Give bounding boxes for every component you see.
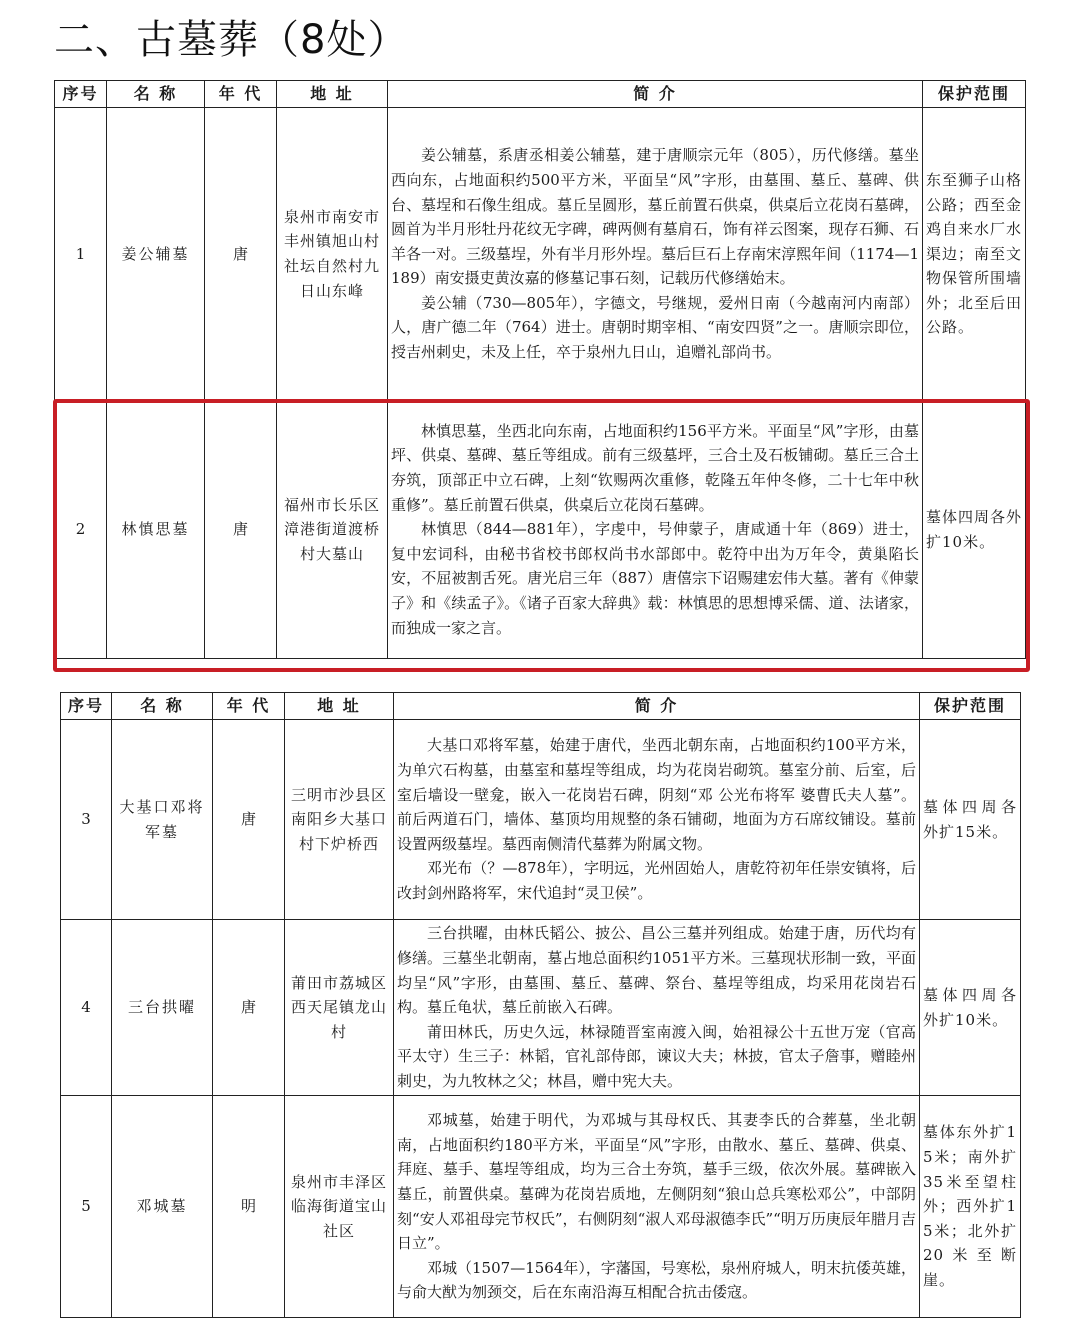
row-description xyxy=(388,401,923,659)
description-paragraph: 邓城墓，始建于明代，为邓城与其母权氏、其妻李氏的合葬墓，坐北朝南，占地面积约180平方米，平面呈“风”字形，由散水、墓丘、墓碑、供桌、拜庭、墓手、墓埕等组成，均为三合土夯筑，墓手三级，依次外展。墓碑嵌入墓丘，前置供桌。墓碑为花岗岩质地，左侧阴刻“狼山总兵寒松邓公”，中部阴刻“安人邓祖母完节权氏”，右侧阴刻“淑人邓母淑德李氏”“明万历庚辰年腊月吉日立”。 xyxy=(397,1111,916,1253)
description-paragraph: 莆田林氏，历史久远，林禄随晋室南渡入闽，始祖禄公十五世万宠（官高平太守）生三子：林韬，官礼部侍郎，谏议大夫；林披，官太子詹事，赠睦州刺史，为九牧林之父；林昌，赠中宪大夫。 xyxy=(397,1022,916,1090)
row-name: 三台拱曜 xyxy=(112,920,213,1096)
header-description: 简 介 xyxy=(388,81,923,108)
header-address: 地 址 xyxy=(277,81,388,108)
row-num: 2 xyxy=(55,401,107,659)
table-row xyxy=(55,401,1026,659)
header-description: 简 介 xyxy=(394,693,920,720)
table-row xyxy=(61,720,1021,920)
table-row xyxy=(55,108,1026,401)
row-address: 泉州市丰泽区临海街道宝山社区 xyxy=(285,1096,394,1318)
description-paragraph: 姜公辅墓，系唐丞相姜公辅墓，建于唐顺宗元年（805），历代修缮。墓坐西向东，占地面积约500平方米，平面呈“风”字形，由墓围、墓丘、墓碑、供台、墓埕和石像生组成。墓丘呈圆形，墓丘前置石供桌，供桌后立花岗石墓碑，圆首为半月形牡丹花纹无字碑，碑两侧有墓肩石，饰有祥云图案，现存石狮、石羊各一对。三级墓埕，外有半月形外埕。墓后巨石上存南宋淳熙年间（1174—1189）南安摄吏黄汝嘉的修墓记事石刻，记载历代修缮始末。 xyxy=(391,146,919,288)
description-paragraph: 姜公辅（730—805年），字德文，号继规，爱州日南（今越南河内南部）人，唐广德二年（764）进士。唐朝时期宰相、“南安四贤”之一。唐顺宗即位，授吉州刺史，未及上任，卒于泉州九日山，追赠礼部尚书。 xyxy=(391,293,919,362)
row-era: 唐 xyxy=(213,920,285,1096)
description-paragraph: 邓光布（？—878年），字明远，光州固始人，唐乾符初年任崇安镇将，后改封剑州路将军，宋代追封“灵卫侯”。 xyxy=(397,859,916,902)
row-description xyxy=(394,1096,920,1318)
header-name: 名 称 xyxy=(107,81,205,108)
description-paragraph: 邓城（1507—1564年），字藩国，号寒松，泉州府城人，明末抗倭英雄，与俞大猷为刎颈交，后在东南沿海互相配合抗击倭寇。 xyxy=(397,1258,916,1302)
header-protection: 保护范围 xyxy=(920,693,1021,720)
row-num: 3 xyxy=(61,720,112,920)
row-protection: 墓体东外扩15米；南外扩35米至望柱外；西外扩15米；北外扩20米至断崖。 xyxy=(920,1096,1021,1318)
row-description xyxy=(394,920,920,1096)
description-paragraph: 林慎思（844—881年），字虔中，号伸蒙子，唐咸通十年（869）进士，复中宏词科，由秘书省校书郎权尚书水部郎中。乾符中出为万年令，黄巢陷长安，不屈被割舌死。唐光启三年（887）唐僖宗下诏赐建宏伟大墓。著有《伸蒙子》和《续孟子》。《诸子百家大辞典》载：林慎思的思想博采儒、道、法诸家，而独成一家之言。 xyxy=(391,520,919,637)
header-address: 地 址 xyxy=(285,693,394,720)
row-address: 泉州市南安市丰州镇旭山村社坛自然村九日山东峰 xyxy=(277,108,388,401)
description-paragraph: 林慎思墓，坐西北向东南，占地面积约156平方米。平面呈“风”字形，由墓坪、供桌、墓碑、墓丘等组成。前有三级墓坪，三合土及石板铺砌。墓丘三合土夯筑，顶部正中立石碑，上刻“钦赐两次重修，乾隆五年仲冬修，二十七年中秋重修”。墓丘前置石供桌，供桌后立花岗石墓碑。 xyxy=(391,421,919,514)
description-paragraph: 大基口邓将军墓，始建于唐代，坐西北朝东南，占地面积约100平方米，为单穴石构墓，由墓室和墓埕等组成，均为花岗岩砌筑。墓室分前、后室，后室后墙设一壁龛，嵌入一花岗岩石碑，阴刻“邓 公光布将军 婆曹氏夫人墓”。前后两道石门，墙体、墓顶均用规整的条石铺砌，地面为方石席纹铺设。墓前设置两级墓埕。墓西南侧清代墓葬为附属文物。 xyxy=(397,736,916,853)
row-num: 5 xyxy=(61,1096,112,1318)
row-name: 大基口邓将军墓 xyxy=(112,720,213,920)
header-era: 年 代 xyxy=(205,81,277,108)
description-paragraph: 三台拱曜，由林氏韬公、披公、昌公三墓并列组成。始建于唐，历代均有修缮。三墓坐北朝南，墓占地总面积约1051平方米。三墓现状形制一致，平面均呈“风”字形，由墓围、墓丘、墓碑、祭台、墓埕等组成，均采用花岗岩石构。墓丘龟状，墓丘前嵌入石碑。 xyxy=(397,924,916,1017)
section-heading: 二、古墓葬（8处） xyxy=(54,17,409,63)
table-row xyxy=(61,920,1021,1096)
header-num: 序号 xyxy=(55,81,107,108)
row-num: 4 xyxy=(61,920,112,1096)
row-name: 邓城墓 xyxy=(112,1096,213,1318)
row-name: 林慎思墓 xyxy=(107,401,205,659)
table-row xyxy=(61,1096,1021,1318)
row-name: 姜公辅墓 xyxy=(107,108,205,401)
table-header-row xyxy=(55,81,1026,108)
row-description xyxy=(388,108,923,401)
row-era: 唐 xyxy=(205,401,277,659)
row-protection: 东至狮子山格公路；西至金鸡自来水厂水渠边；南至文物保管所围墙外；北至后田公路。 xyxy=(923,108,1026,401)
row-description xyxy=(394,720,920,920)
row-address: 福州市长乐区漳港街道渡桥村大墓山 xyxy=(277,401,388,659)
heritage-table-2 xyxy=(60,692,1021,1318)
header-era: 年 代 xyxy=(213,693,285,720)
row-address: 三明市沙县区南阳乡大基口村下炉桥西 xyxy=(285,720,394,920)
header-protection: 保护范围 xyxy=(923,81,1026,108)
row-num: 1 xyxy=(55,108,107,401)
header-num: 序号 xyxy=(61,693,112,720)
heritage-table-1 xyxy=(54,80,1026,659)
row-protection: 墓体四周各外扩10米。 xyxy=(920,920,1021,1096)
row-address: 莆田市荔城区西天尾镇龙山村 xyxy=(285,920,394,1096)
row-protection: 墓体四周各外扩15米。 xyxy=(920,720,1021,920)
row-protection: 墓体四周各外扩10米。 xyxy=(923,401,1026,659)
header-name: 名 称 xyxy=(112,693,213,720)
row-era: 唐 xyxy=(213,720,285,920)
row-era: 唐 xyxy=(205,108,277,401)
table-header-row xyxy=(61,693,1021,720)
row-era: 明 xyxy=(213,1096,285,1318)
